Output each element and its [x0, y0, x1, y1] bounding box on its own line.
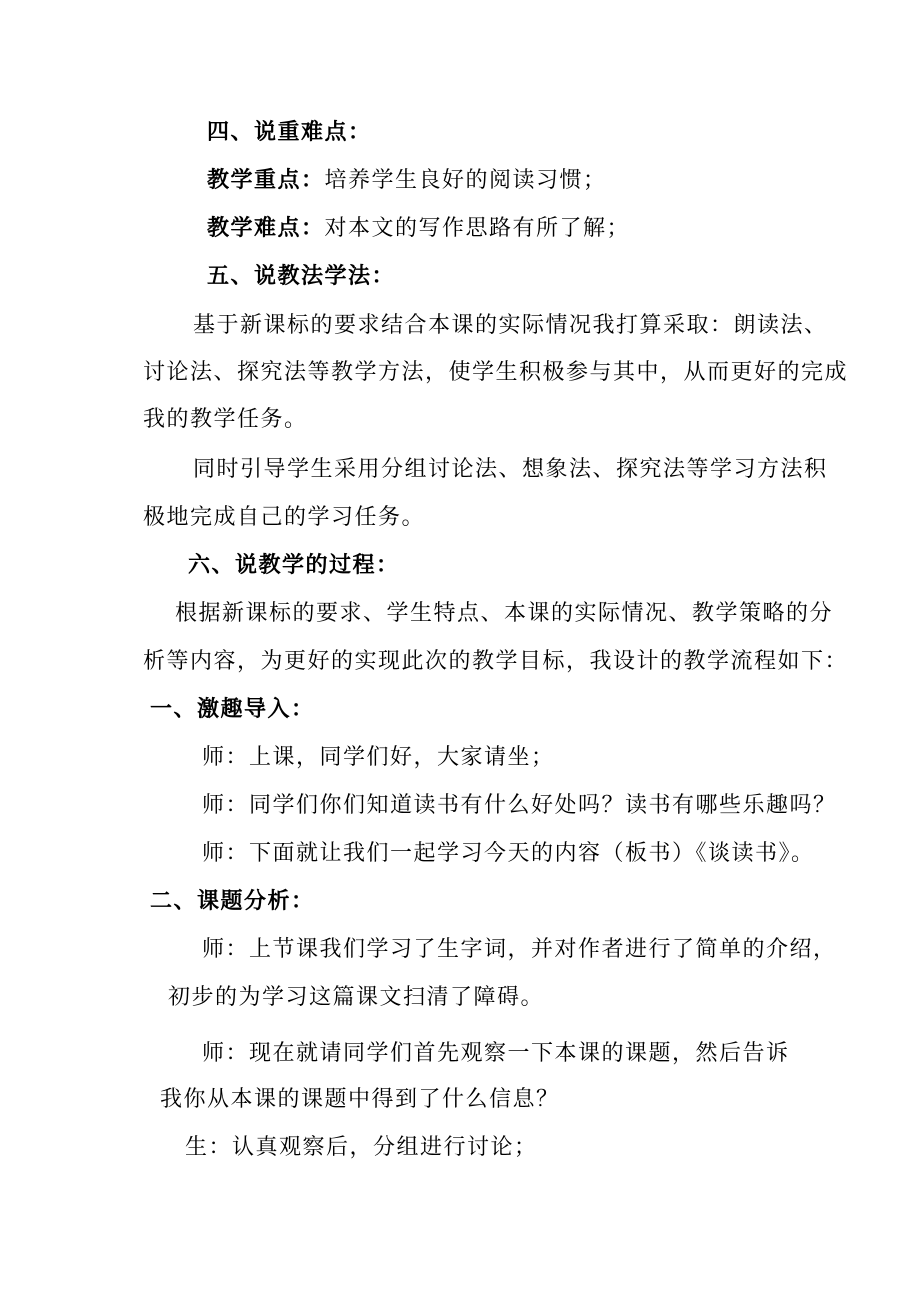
step-2-line-1: 师：上节课我们学习了生字词，并对作者进行了简单的介绍，: [202, 937, 837, 962]
step-1-line-1: 师：上课，同学们好，大家请坐；: [202, 745, 555, 770]
process-intro-line-1: 根据新课标的要求、学生特点、本课的实际情况、教学策略的分: [175, 601, 834, 626]
difficult-point-line: [207, 214, 630, 244]
step-2-line-4: 我你从本课的课题中得到了什么信息？: [160, 1087, 560, 1112]
section-6-heading: 六、说教学的过程：: [188, 553, 400, 578]
section-4-heading: 四、说重难点：: [207, 120, 372, 145]
step-2-line-2: 初步的为学习这篇课文扫清了障碍。: [168, 985, 545, 1010]
step-2-line-3: 师：现在就请同学们首先观察一下本课的课题，然后告诉: [202, 1041, 790, 1066]
section-5-heading: 五、说教法学法：: [207, 264, 396, 289]
process-intro-line-2: 析等内容，为更好的实现此次的教学目标，我设计的教学流程如下：: [143, 649, 849, 674]
difficult-point-text: 对本文的写作思路有所了解；: [324, 216, 631, 241]
step-2-line-5: 生：认真观察后，分组进行讨论；: [185, 1135, 538, 1160]
learning-method-line-2: 极地完成自己的学习任务。: [143, 505, 426, 530]
teaching-method-line-3: 我的教学任务。: [143, 407, 308, 432]
step-1-line-3: 师：下面就让我们一起学习今天的内容（板书）《谈读书》。: [202, 841, 815, 866]
key-point-label: 教学重点：: [207, 168, 325, 193]
difficult-point-label: 教学难点：: [207, 216, 325, 241]
step-1-heading: 一、激趣导入：: [150, 697, 315, 722]
teaching-method-line-2: 讨论法、探究法等教学方法，使学生积极参与其中，从而更好的完成: [143, 360, 849, 385]
step-1-line-2: 师：同学们你们知道读书有什么好处吗？读书有哪些乐趣吗？: [202, 793, 837, 818]
teaching-method-line-1: 基于新课标的要求结合本课的实际情况我打算采取：朗读法、: [193, 313, 828, 338]
step-2-heading: 二、课题分析：: [150, 889, 315, 914]
key-point-line: [207, 166, 607, 196]
key-point-text: 培养学生良好的阅读习惯；: [324, 168, 607, 193]
learning-method-line-1: 同时引导学生采用分组讨论法、想象法、探究法等学习方法积: [193, 457, 828, 482]
